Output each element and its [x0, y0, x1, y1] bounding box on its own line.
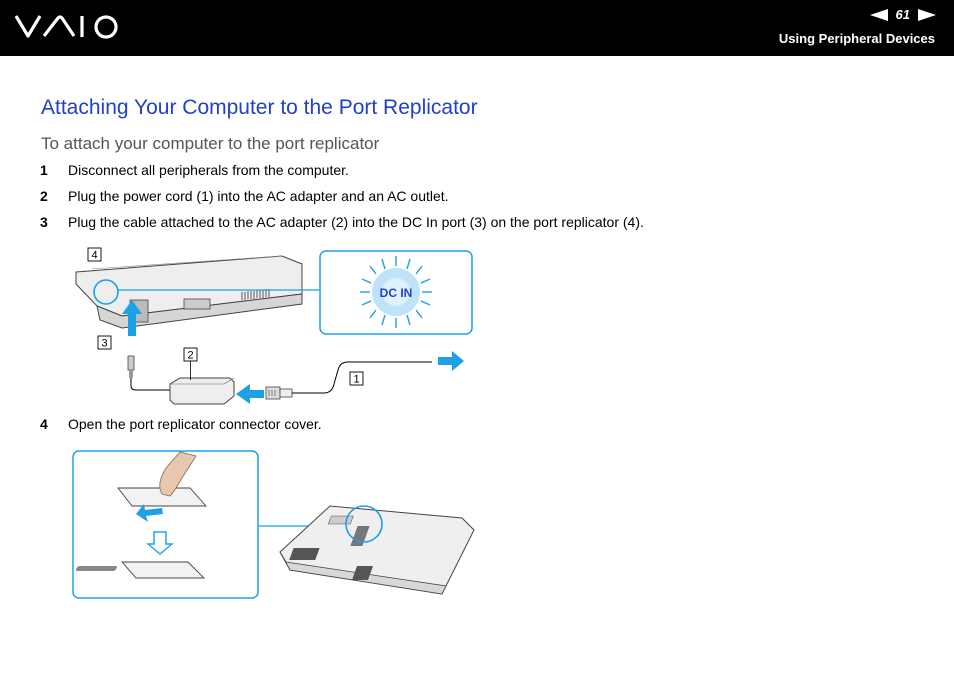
- connector-cover-diagram: [70, 448, 480, 602]
- svg-text:3: 3: [101, 337, 108, 350]
- section-title: Using Peripheral Devices: [778, 31, 935, 46]
- step-number: 2: [40, 188, 48, 204]
- callout-2: [184, 348, 197, 380]
- step-text: Plug the power cord (1) into the AC adapter and an AC outlet.: [68, 188, 449, 204]
- vaio-logo: [14, 12, 122, 42]
- page-navigation: [870, 7, 936, 22]
- step-text: Open the port replicator connector cover.: [68, 416, 322, 432]
- svg-text:4: 4: [91, 249, 98, 262]
- port-replicator-illustration: [76, 256, 302, 328]
- laptop-underside-illustration: [280, 506, 474, 594]
- port-replicator-connection-diagram: [62, 244, 482, 414]
- callout-4: [88, 248, 101, 262]
- step-number: 4: [40, 416, 48, 432]
- callout-3: [98, 336, 111, 350]
- dc-in-label: DC IN: [379, 286, 413, 300]
- svg-text:2: 2: [187, 349, 194, 362]
- dc-in-zoom-box: [320, 251, 472, 334]
- step-number: 1: [40, 162, 48, 178]
- page-title: Attaching Your Computer to the Port Replicator: [41, 96, 478, 119]
- callout-1: [350, 372, 363, 386]
- step-number: 3: [40, 214, 48, 230]
- power-cord-arrow-icon: [236, 384, 264, 404]
- ac-outlet-arrow-icon: [438, 351, 464, 371]
- previous-page-arrow-icon[interactable]: [870, 9, 888, 21]
- page-number: 61: [895, 7, 910, 22]
- connector-cover-zoom-box: [73, 451, 258, 598]
- procedure-subtitle: To attach your computer to the port replicator: [41, 134, 380, 153]
- next-page-arrow-icon[interactable]: [918, 9, 936, 21]
- ac-adapter-illustration: [170, 378, 234, 404]
- step-text: Plug the cable attached to the AC adapter (2) into the DC In port (3) on the port replicator (4).: [68, 214, 644, 230]
- step-text: Disconnect all peripherals from the computer.: [68, 162, 349, 178]
- page-header: [0, 0, 954, 56]
- svg-text:1: 1: [353, 373, 360, 386]
